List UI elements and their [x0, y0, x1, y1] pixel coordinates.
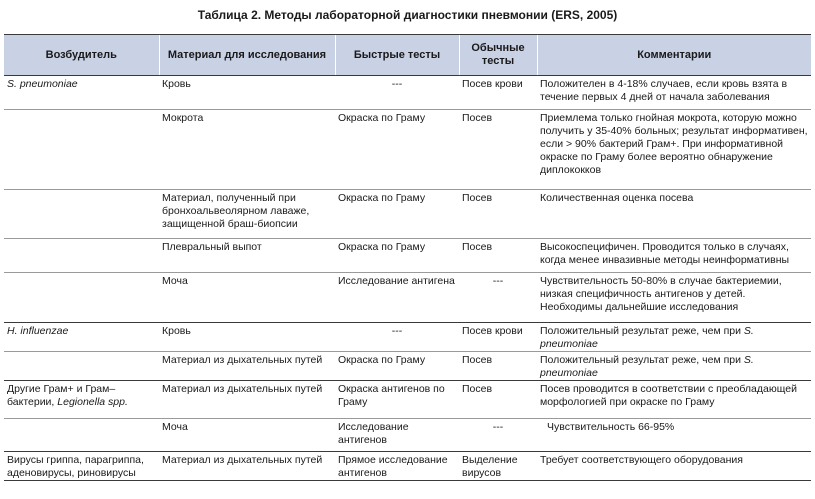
cell-material: Моча [159, 273, 335, 323]
cell-comment [537, 323, 811, 352]
header-rapid-tests: Быстрые тесты [335, 35, 459, 76]
cell-pathogen: H. influenzae [4, 323, 159, 352]
cell-rapid: --- [335, 76, 459, 110]
cell-material: Материал из дыхательных путей [159, 352, 335, 381]
cell-comment: Требует соответствующего оборудования [537, 452, 811, 481]
comment-text: Положительный результат реже, чем при [540, 354, 744, 366]
comment-italic: S. pneumoniae [540, 354, 754, 379]
cell-comment: Посев проводится в соответствии с преобладающей морфологией при окраске по Граму [537, 381, 811, 419]
cell-pathogen [4, 190, 159, 239]
cell-pathogen [4, 239, 159, 273]
table-row [4, 352, 811, 381]
cell-pathogen: S. pneumoniae [4, 76, 159, 110]
cell-rapid: Окраска антигенов по Граму [335, 381, 459, 419]
cell-comment: Положителен в 4-18% случаев, если кровь взята в течение первых 4 дней от начала заболевания [537, 76, 811, 110]
cell-material: Материал, полученный при бронхоальвеолярном лаваже, защищенной браш-биопсии [159, 190, 335, 239]
table-row [4, 273, 811, 323]
cell-rapid: Прямое исследование антигенов [335, 452, 459, 481]
cell-comment: Высокоспецифичен. Проводится только в случаях, когда менее инвазивные методы неинформативны [537, 239, 811, 273]
cell-rapid: Окраска по Граму [335, 239, 459, 273]
cell-usual: Посев крови [459, 323, 537, 352]
cell-pathogen [4, 352, 159, 381]
cell-usual: Посев [459, 239, 537, 273]
cell-material: Кровь [159, 323, 335, 352]
cell-material: Плевральный выпот [159, 239, 335, 273]
table-row [4, 381, 811, 419]
table-row [4, 76, 811, 110]
cell-comment [537, 352, 811, 381]
table-row [4, 323, 811, 352]
header-pathogen: Возбудитель [4, 35, 159, 76]
cell-usual: --- [459, 273, 537, 323]
cell-material: Материал из дыхательных путей [159, 381, 335, 419]
cell-rapid: Окраска по Граму [335, 190, 459, 239]
cell-comment: Количественная оценка посева [537, 190, 811, 239]
cell-material: Моча [159, 419, 335, 452]
cell-comment: Приемлема только гнойная мокрота, которую можно получить у 35-40% больных; результат информативен, если > 90% бактерий Грам+. При информативной окраске по Граму более вероятно обнаружение диплококков [537, 110, 811, 190]
cell-usual: Посев [459, 110, 537, 190]
table-row [4, 419, 811, 452]
pathogen-text: Другие Грам+ и Грам– бактерии, [7, 383, 116, 408]
table-row [4, 190, 811, 239]
cell-pathogen [4, 273, 159, 323]
cell-pathogen [4, 110, 159, 190]
cell-pathogen: Вирусы гриппа, парагриппа, аденовирусы, риновирусы [4, 452, 159, 481]
comment-text: Положительный результат реже, чем при [540, 325, 744, 337]
table-row [4, 110, 811, 190]
table-header-row [4, 35, 811, 76]
table-row [4, 239, 811, 273]
cell-material: Материал из дыхательных путей [159, 452, 335, 481]
diagnostics-table [4, 34, 811, 481]
table-title: Таблица 2. Методы лабораторной диагностики пневмонии (ERS, 2005) [197, 8, 618, 22]
cell-rapid: Окраска по Граму [335, 352, 459, 381]
cell-usual: Выделение вирусов [459, 452, 537, 481]
cell-usual: Посев [459, 352, 537, 381]
cell-pathogen [4, 419, 159, 452]
cell-usual: Посев крови [459, 76, 537, 110]
header-usual-tests: Обычные тесты [459, 35, 537, 76]
header-material: Материал для исследования [159, 35, 335, 76]
cell-rapid: --- [335, 323, 459, 352]
pathogen-italic: Legionella spp. [57, 396, 128, 408]
comment-italic: S. pneumoniae [540, 325, 754, 350]
header-comments: Комментарии [537, 35, 811, 76]
table-row [4, 452, 811, 481]
cell-comment: Чувствительность 66-95% [537, 419, 811, 452]
cell-comment: Чувствительность 50-80% в случае бактериемии, низкая специфичность антигенов у детей. Необходимы дальнейшие исследования [537, 273, 811, 323]
cell-usual: Посев [459, 190, 537, 239]
cell-rapid: Окраска по Граму [335, 110, 459, 190]
cell-rapid: Исследование антигена [335, 273, 459, 323]
cell-pathogen [4, 381, 159, 419]
cell-material: Мокрота [159, 110, 335, 190]
cell-rapid: Исследование антигенов [335, 419, 459, 452]
cell-material: Кровь [159, 76, 335, 110]
cell-usual: Посев [459, 381, 537, 419]
cell-usual: --- [459, 419, 537, 452]
